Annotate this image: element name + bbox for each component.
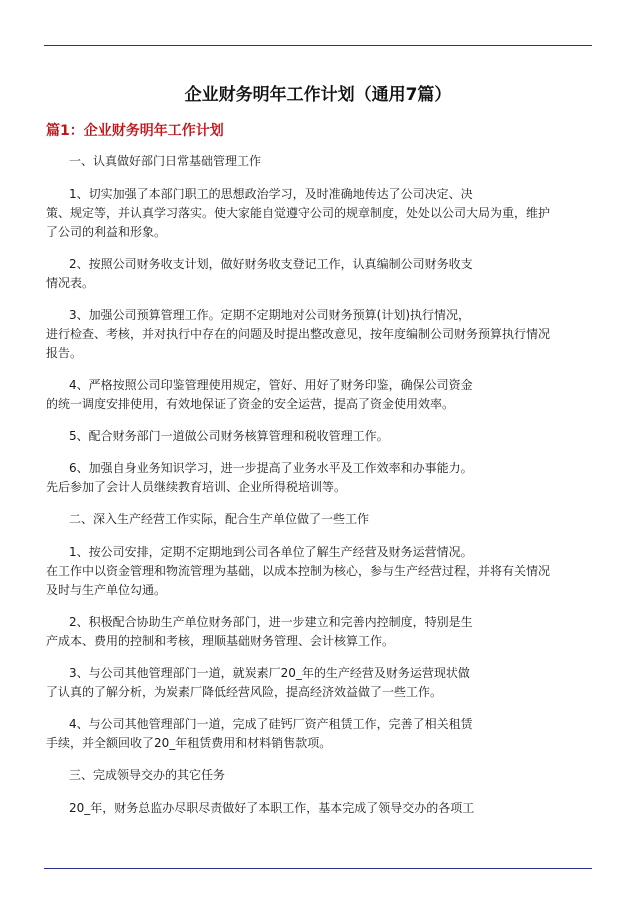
paragraph <box>46 255 592 293</box>
paragraph <box>46 664 592 702</box>
text-line: 进行检查、考核，并对执行中存在的问题及时提出整改意见，按年度编制公司财务预算执行情况 <box>46 327 551 341</box>
text-line: 情况表。 <box>46 276 95 290</box>
text-line: 二、深入生产经营工作实际，配合生产单位做了一些工作 <box>69 512 370 526</box>
text-line: 产成本、费用的控制和考核，理顺基础财务管理、会计核算工作。 <box>46 634 395 648</box>
text-line: 20_年，财务总监办尽职尽责做好了本职工作，基本完成了领导交办的各项工 <box>69 801 475 815</box>
text-line: 一、认真做好部门日常基础管理工作 <box>69 154 262 168</box>
text-line: 了公司的利益和形象。 <box>46 225 167 239</box>
text-line: 5、配合财务部门一道做公司财务核算管理和税收管理工作。 <box>69 429 389 443</box>
section-heading: 篇1：企业财务明年工作计划 <box>46 123 224 139</box>
paragraph <box>46 459 592 497</box>
text-line: 报告。 <box>46 346 83 360</box>
header-rule <box>44 45 592 46</box>
text-line: 及时与生产单位勾通。 <box>46 583 167 597</box>
paragraph <box>46 376 592 414</box>
text-line: 策、规定等，并认真学习落实。使大家能自觉遵守公司的规章制度，处处以公司大局为重，维护 <box>46 206 551 220</box>
sub-heading <box>46 152 592 171</box>
text-line: 4、严格按照公司印鉴管理使用规定，管好、用好了财务印鉴，确保公司资金 <box>69 378 473 392</box>
footer-rule <box>44 868 592 869</box>
paragraph <box>46 427 592 446</box>
sub-heading <box>46 766 592 785</box>
text-line: 手续，并全额回收了20_年租赁费用和材料销售款项。 <box>46 736 332 750</box>
text-line: 2、按照公司财务收支计划，做好财务收支登记工作，认真编制公司财务收支 <box>69 257 473 271</box>
paragraph <box>46 613 592 651</box>
text-line: 4、与公司其他管理部门一道，完成了硅钙厂资产租赁工作，完善了相关租赁 <box>69 717 473 731</box>
paragraph <box>46 715 592 753</box>
text-line: 在工作中以资金管理和物流管理为基础，以成本控制为核心，参与生产经营过程，并将有关情况 <box>46 564 551 578</box>
text-line: 6、加强自身业务知识学习，进一步提高了业务水平及工作效率和办事能力。 <box>69 461 473 475</box>
document-body <box>46 152 592 831</box>
text-line: 了认真的了解分析，为炭素厂降低经营风险，提高经济效益做了一些工作。 <box>46 685 443 699</box>
text-line: 三、完成领导交办的其它任务 <box>69 768 226 782</box>
text-line: 先后参加了会计人员继续教育培训、企业所得税培训等。 <box>46 480 347 494</box>
paragraph <box>46 799 592 818</box>
paragraph <box>46 306 592 363</box>
text-line: 的统一调度安排使用，有效地保证了资金的安全运营，提高了资金使用效率。 <box>46 397 455 411</box>
document-title: 企业财务明年工作计划（通用7篇） <box>184 85 452 105</box>
text-line: 2、积极配合协助生产单位财务部门，进一步建立和完善内控制度，特别是生 <box>69 615 473 629</box>
sub-heading <box>46 510 592 529</box>
text-line: 1、切实加强了本部门职工的思想政治学习，及时准确地传达了公司决定、决 <box>69 187 473 201</box>
paragraph <box>46 543 592 600</box>
paragraph <box>46 185 592 242</box>
text-line: 1、按公司安排，定期不定期地到公司各单位了解生产经营及财务运营情况。 <box>69 545 473 559</box>
text-line: 3、与公司其他管理部门一道，就炭素厂20_年的生产经营及财务运营现状做 <box>69 666 470 680</box>
text-line: 3、加强公司预算管理工作。定期不定期地对公司财务预算(计划)执行情况， <box>69 308 471 322</box>
